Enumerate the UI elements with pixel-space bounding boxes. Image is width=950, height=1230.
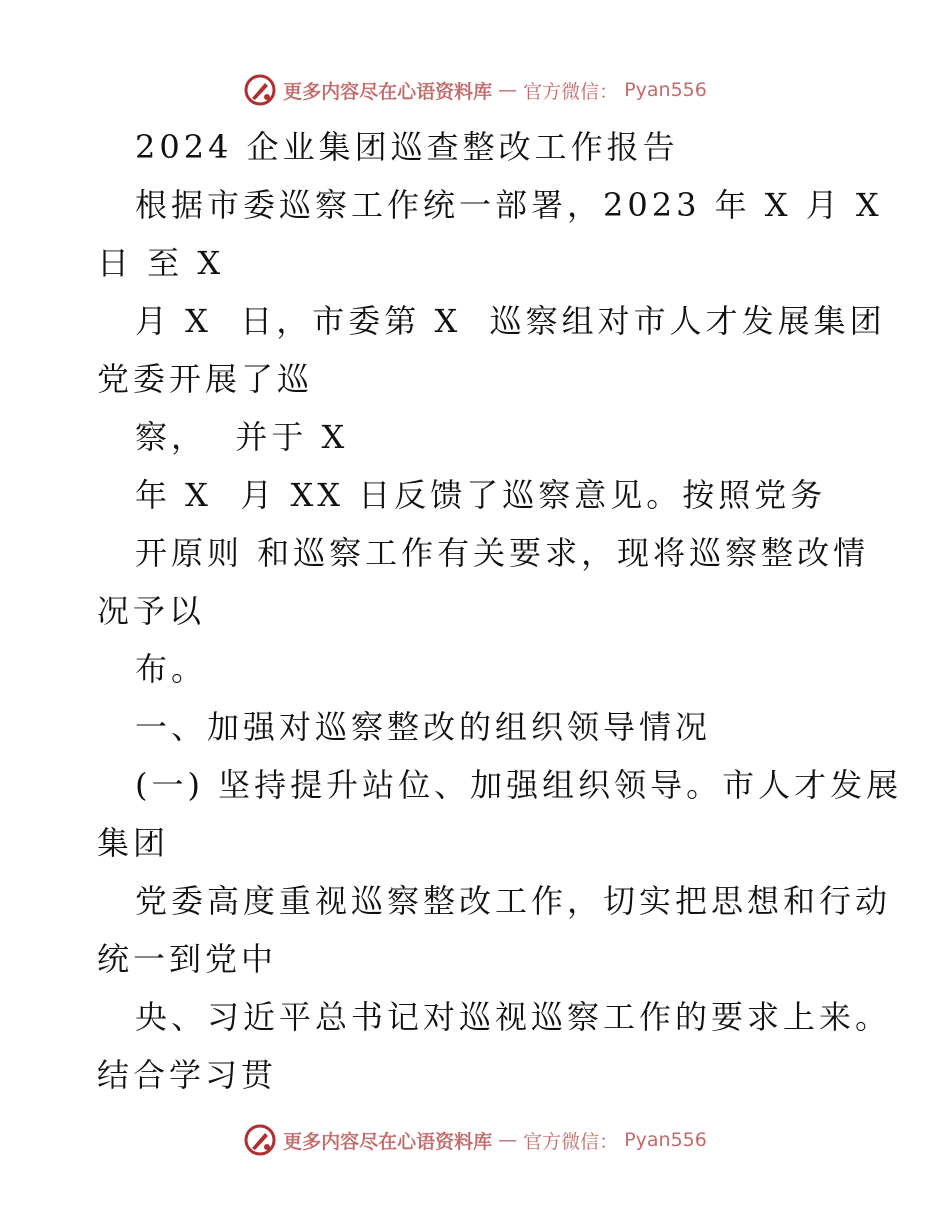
text-line: 开原则 和巡察工作有关要求，现将巡察整改情 xyxy=(135,534,870,572)
text-line: 况予以 xyxy=(97,592,206,630)
text-line: 党委开展了巡 xyxy=(97,360,314,398)
text-line: 布。 xyxy=(135,650,208,688)
pen-logo-icon xyxy=(243,1123,277,1157)
text-line: 结合学习贯 xyxy=(97,1056,278,1094)
text-line: 一、加强对巡察整改的组织领导情况 xyxy=(135,708,712,746)
text-line: 央、习近平总书记对巡视巡察工作的要求上来。 xyxy=(135,998,892,1036)
banner-dash: — xyxy=(498,1129,518,1151)
banner-sub-text: 官方微信： xyxy=(523,80,619,103)
text-line: 2024 企业集团巡查整改工作报告 xyxy=(135,128,679,166)
document-body xyxy=(97,118,903,1104)
banner-sub-text: 官方微信： xyxy=(523,1130,619,1153)
banner-dash: — xyxy=(498,79,518,101)
text-line: 察， 并于 X xyxy=(135,418,349,456)
text-line: 党委高度重视巡察整改工作，切实把思想和行动 xyxy=(135,882,892,920)
pen-logo-icon xyxy=(243,73,277,107)
text-line: 集团 xyxy=(97,824,170,862)
footer-banner xyxy=(0,1120,950,1160)
text-line: 统一到党中 xyxy=(97,940,278,978)
banner-main-text: 更多内容尽在心语资料库 xyxy=(283,1130,493,1153)
text-line: 根据市委巡察工作统一部署，2023 年 X 月 X xyxy=(135,186,883,224)
text-line: 年 X 月 XX 日反馈了巡察意见。按照党务 xyxy=(135,476,827,514)
text-line: (一) 坚持提升站位、加强组织领导。市人才发展 xyxy=(135,766,903,804)
text-line: 日 至 X xyxy=(97,244,225,282)
banner-wechat-id: Pyan556 xyxy=(624,1129,707,1151)
text-line: 月 X 日，市委第 X 巡察组对市人才发展集团 xyxy=(135,302,886,340)
header-banner xyxy=(0,70,950,110)
banner-main-text: 更多内容尽在心语资料库 xyxy=(283,80,493,103)
banner-wechat-id: Pyan556 xyxy=(624,79,707,101)
